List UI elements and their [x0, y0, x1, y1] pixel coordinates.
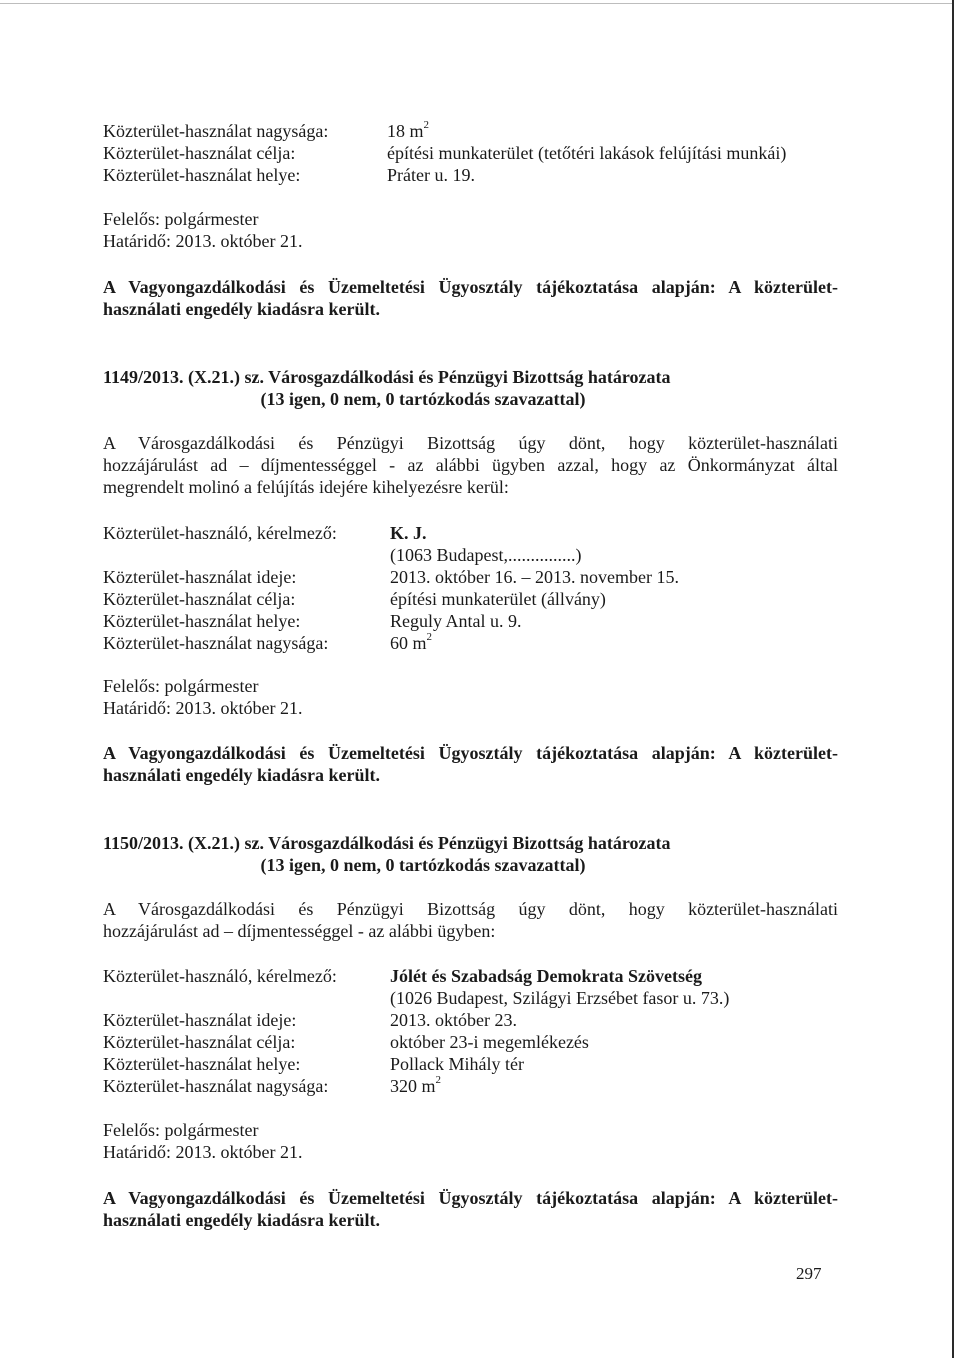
status-note-line: A Vagyongazdálkodási és Üzemeltetési Ügyosztály tájékoztatása alapján: A közterület- [103, 743, 838, 763]
detail-value: 18 $m^2$ [387, 119, 430, 141]
resolution-1150-status-note [103, 1187, 838, 1231]
resolution-vote: (13 igen, 0 nem, 0 tartózkodás szavazattal) [260, 389, 586, 409]
superscript: 2 [426, 631, 433, 643]
resolution-vote: (13 igen, 0 nem, 0 tartózkodás szavazattal) [260, 855, 586, 875]
deadline-line: Határidő: 2013. október 21. [103, 231, 303, 251]
detail-value: építési munkaterület (tetőtéri lakások felújítási munkái) [387, 143, 787, 163]
detail-value: Reguly Antal u. 9. [390, 611, 522, 631]
detail-row-purpose [103, 142, 838, 164]
detail-row-address [103, 544, 838, 566]
superscript: 2 [423, 119, 430, 131]
detail-value: Pollack Mihály tér [390, 1054, 524, 1074]
status-note-line: használati engedély kiadásra került. [103, 299, 381, 319]
detail-row-size [103, 632, 838, 654]
detail-value: 60 $m^2$ [390, 631, 433, 653]
page-number: 297 [796, 1264, 822, 1283]
body-line: megrendelt molinó a felújítás idejére kihelyezésre kerül: [103, 477, 509, 497]
detail-row-location [103, 1053, 838, 1075]
status-note-line: A Vagyongazdálkodási és Üzemeltetési Ügyosztály tájékoztatása alapján: A közterület- [103, 277, 838, 297]
detail-label: Közterület-használat célja: [103, 143, 296, 163]
detail-row-applicant [103, 965, 838, 987]
detail-label: Közterület-használat helye: [103, 1054, 301, 1074]
detail-label: Közterület-használat helye: [103, 611, 301, 631]
resolution-1149-status-note [103, 742, 838, 786]
top-status-note [103, 276, 838, 320]
body-line: A Városgazdálkodási és Pénzügyi Bizottság úgy dönt, hogy közterület-használati [103, 899, 838, 919]
responsible-line: Felelős: polgármester [103, 209, 259, 229]
detail-value: (1026 Budapest, Szilágyi Erzsébet fasor u. 73.) [390, 988, 730, 1008]
superscript: 2 [435, 1074, 442, 1086]
resolution-1149-details [103, 522, 838, 654]
scan-top-edge [0, 3, 954, 4]
detail-value: építési munkaterület (állvány) [390, 589, 606, 609]
body-line: hozzájárulást ad – díjmentességgel - az alábbi ügyben: [103, 921, 496, 941]
status-note-line: A Vagyongazdálkodási és Üzemeltetési Ügyosztály tájékoztatása alapján: A közterület- [103, 1188, 838, 1208]
detail-value: Práter u. 19. [387, 165, 475, 185]
responsible-line: Felelős: polgármester [103, 676, 259, 696]
detail-label: Közterület-használó, kérelmező: [103, 523, 337, 543]
detail-value: október 23-i megemlékezés [390, 1032, 589, 1052]
scan-right-edge [952, 0, 954, 1358]
resolution-1150-responsibility [103, 1119, 838, 1163]
deadline-line: Határidő: 2013. október 21. [103, 1142, 303, 1162]
detail-value: 2013. október 23. [390, 1010, 517, 1030]
detail-value: 2013. október 16. – 2013. november 15. [390, 567, 679, 587]
detail-value: 320 $m^2$ [390, 1074, 442, 1096]
detail-label: Közterület-használó, kérelmező: [103, 966, 337, 986]
detail-value: (1063 Budapest,...............) [390, 545, 582, 565]
detail-row-location [103, 610, 838, 632]
resolution-1150-body [103, 898, 838, 942]
deadline-line: Határidő: 2013. október 21. [103, 698, 303, 718]
detail-value: K. J. [390, 523, 427, 543]
resolution-1149-responsibility [103, 675, 838, 719]
detail-row-address [103, 987, 838, 1009]
detail-label: Közterület-használat célja: [103, 589, 296, 609]
resolution-title: 1150/2013. (X.21.) sz. Városgazdálkodási és Pénzügyi Bizottság határozata [103, 833, 671, 853]
resolution-1149-heading [103, 366, 838, 410]
resolution-title: 1149/2013. (X.21.) sz. Városgazdálkodási és Pénzügyi Bizottság határozata [103, 367, 671, 387]
status-note-line: használati engedély kiadásra került. [103, 765, 381, 785]
detail-row-applicant [103, 522, 838, 544]
body-line: A Városgazdálkodási és Pénzügyi Bizottság úgy dönt, hogy közterület-használati [103, 433, 838, 453]
detail-row-size [103, 1075, 838, 1097]
detail-label: Közterület-használat ideje: [103, 567, 297, 587]
resolution-1150-details [103, 965, 838, 1097]
resolution-1150-heading [103, 832, 838, 876]
detail-row-purpose [103, 588, 838, 610]
detail-label: Közterület-használat célja: [103, 1032, 296, 1052]
status-note-line: használati engedély kiadásra került. [103, 1210, 381, 1230]
top-responsibility [103, 208, 838, 252]
detail-row-location [103, 164, 838, 186]
detail-label: Közterület-használat nagysága: [103, 1076, 329, 1096]
detail-row-purpose [103, 1031, 838, 1053]
detail-row-size [103, 120, 838, 142]
detail-value: Jólét és Szabadság Demokrata Szövetség [390, 966, 702, 986]
detail-row-period [103, 1009, 838, 1031]
detail-label: Közterület-használat nagysága: [103, 121, 329, 141]
detail-label: Közterület-használat ideje: [103, 1010, 297, 1030]
responsible-line: Felelős: polgármester [103, 1120, 259, 1140]
body-line: hozzájárulást ad – díjmentességgel - az alábbi ügyben azzal, hogy az Önkormányzat által [103, 455, 838, 475]
detail-label: Közterület-használat helye: [103, 165, 301, 185]
detail-row-period [103, 566, 838, 588]
top-permit-details [103, 120, 838, 186]
detail-label: Közterület-használat nagysága: [103, 633, 329, 653]
resolution-1149-body [103, 432, 838, 498]
